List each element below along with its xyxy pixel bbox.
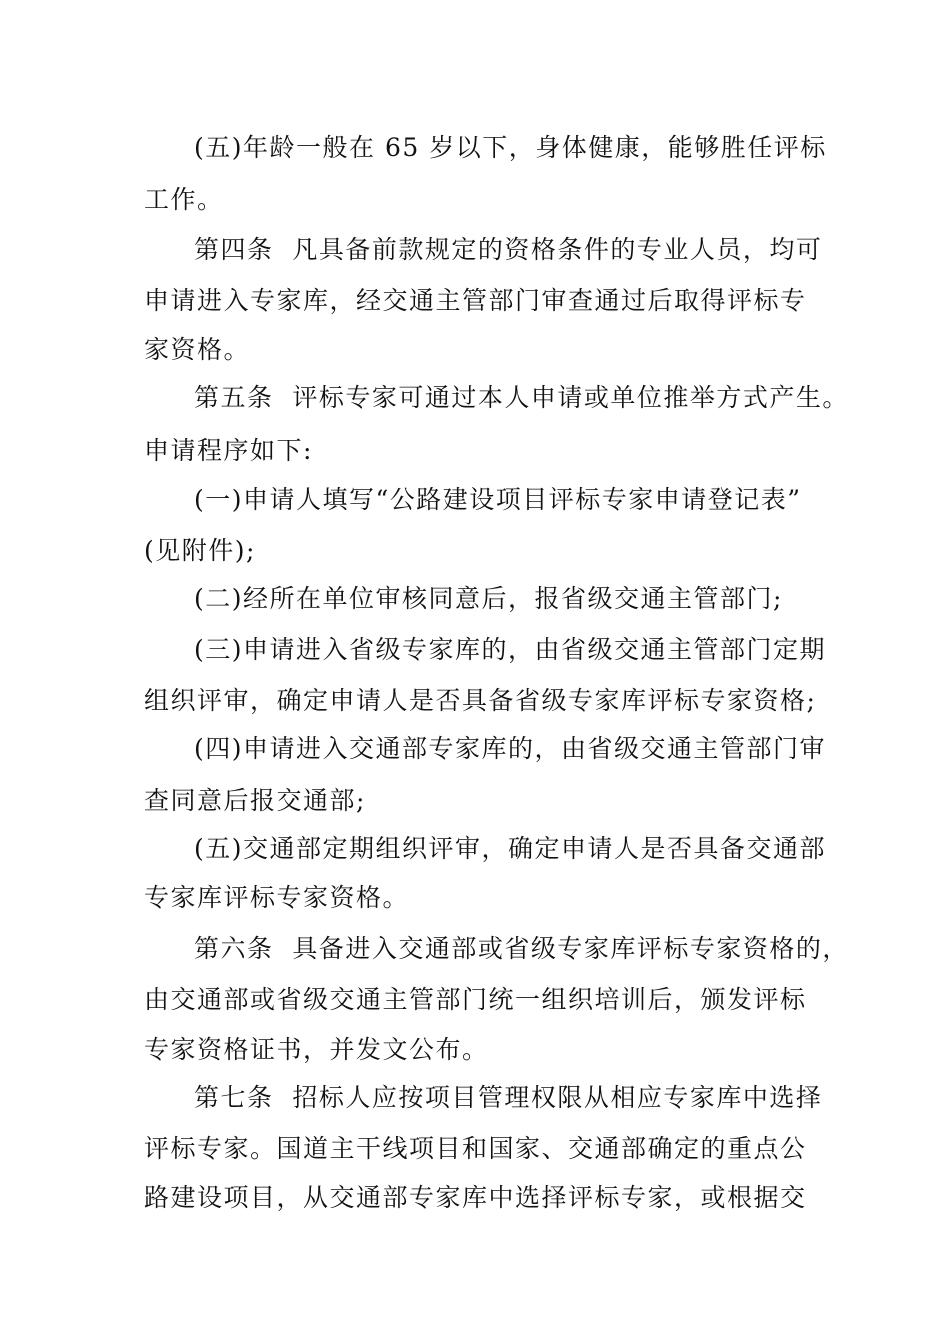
text-line: (三)申请进入省级专家库的，由省级交通主管部门定期 [194, 635, 827, 664]
text-line: (见附件); [144, 536, 256, 565]
text-line: 专家库评标专家资格。 [144, 883, 410, 912]
text-line: (一)申请人填写“公路建设项目评标专家申请登记表” [194, 485, 802, 514]
text-line: 查同意后报交通部; [144, 786, 366, 815]
text-line: 申请程序如下: [144, 436, 313, 465]
text-line: 路建设项目，从交通部专家库中选择评标专家，或根据交 [144, 1183, 807, 1212]
text-line: 工作。 [144, 185, 224, 214]
text-line: 第七条 招标人应按项目管理权限从相应专家库中选择 [194, 1083, 823, 1112]
text-line: (五)交通部定期组织评审，确定申请人是否具备交通部 [194, 834, 827, 863]
text-line: (五)年龄一般在 65 岁以下，身体健康，能够胜任评标 [194, 133, 827, 162]
text-line: (四)申请进入交通部专家库的，由省级交通主管部门审 [194, 734, 827, 763]
text-line: 第六条 具备进入交通部或省级专家库评标专家资格的， [194, 934, 849, 963]
text-line: 家资格。 [144, 335, 251, 364]
text-line: 第五条 评标专家可通过本人申请或单位推举方式产生。 [194, 383, 849, 412]
text-line: 由交通部或省级交通主管部门统一组织培训后，颁发评标 [144, 985, 807, 1014]
text-line: 组织评审，确定申请人是否具备省级专家库评标专家资格; [144, 686, 817, 715]
text-line: 申请进入专家库，经交通主管部门审查通过后取得评标专 [144, 286, 807, 315]
text-line: 第四条 凡具备前款规定的资格条件的专业人员，均可 [194, 235, 823, 264]
text-line: (二)经所在单位审核同意后，报省级交通主管部门; [194, 584, 783, 613]
text-line: 评标专家。国道主干线项目和国家、交通部确定的重点公 [144, 1134, 807, 1163]
text-line: 专家资格证书，并发文公布。 [144, 1035, 489, 1064]
